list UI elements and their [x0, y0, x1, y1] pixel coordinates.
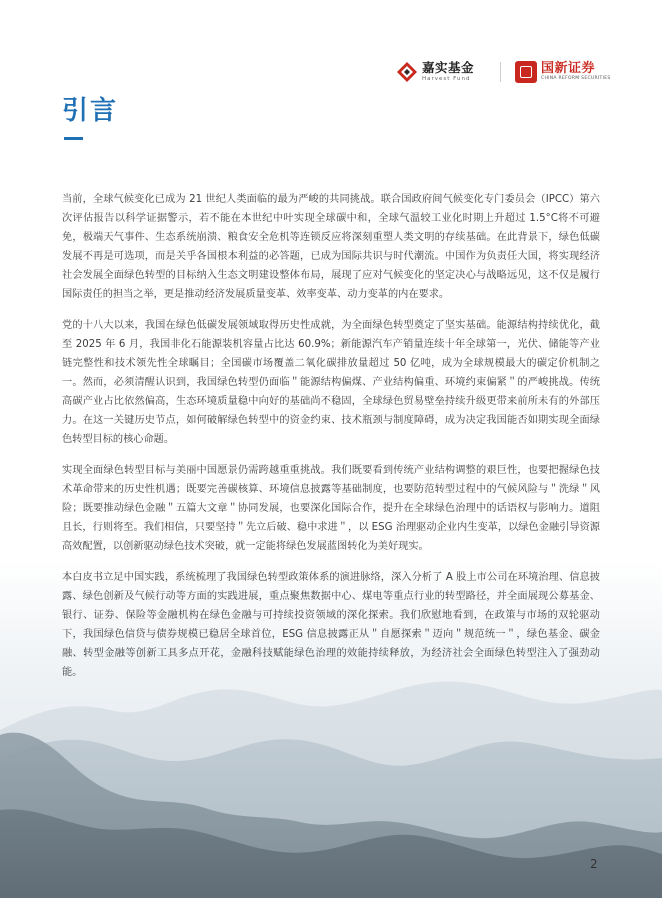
logo-divider — [500, 62, 501, 82]
harvest-fund-name-en: Harvest Fund — [422, 75, 471, 82]
paragraph-4: 本白皮书立足中国实践，系统梳理了我国绿色转型政策体系的演进脉络，深入分析了 A 股上市公司在环境治理、信息披露、绿色创新及气候行动等方面的实践进展，重点聚焦数据中心、煤电等重点行业的转型路径，并全面展现公募基金、银行、证券、保险等金融机构在绿色金融与可持续投资领域的深化探索。我们欣慰地看到，在政策与市场的双轮驱动下，我国绿色信贷与债券规模已稳居全球首位，ESG 信息披露正从＂自愿探索＂迈向＂规范统一＂，绿色基金、碳金融、转型金融等创新工具多点开花，金融科技赋能绿色治理的效能持续释放，为经济社会全面绿色转型注入了强劲动能。 — [62, 572, 600, 678]
title-underline — [64, 137, 83, 140]
harvest-fund-name: 嘉实基金 — [422, 60, 475, 75]
page-title: 引言 — [62, 96, 119, 126]
harvest-fund-logo — [396, 60, 474, 84]
china-reform-securities-logo-icon — [515, 61, 537, 83]
body-content — [62, 190, 600, 694]
paragraph-1: 当前，全球气候变化已成为 21 世纪人类面临的最为严峻的共同挑战。联合国政府间气候变化专门委员会（IPCC）第六次评估报告以科学证据警示，若不能在本世纪中叶实现全球碳中和，全球气温较工业化时期上升超过 1.5°C将不可避免，极端天气事件、生态系统崩溃、粮食安全危机等连锁反应将深刻重塑人类文明的存续基础。在此背景下，绿色低碳发展不再是可选项，而是关乎各国根本利益的必答题，已成为国际共识与时代潮流。中国作为负责任大国，将实现经济社会发展全面绿色转型的目标纳入生态文明建设整体布局，展现了应对气候变化的坚定决心与战略远见，这不仅是履行国际责任的担当之举，更是推动经济发展质量变革、效率变革、动力变革的内在要求。 — [62, 194, 600, 300]
china-reform-securities-name: 国新证券 — [541, 61, 596, 77]
china-reform-securities-logo — [515, 60, 611, 84]
china-reform-securities-name-en: CHINA REFORM SECURITIES — [541, 76, 611, 82]
page-number: 2 — [590, 857, 598, 871]
harvest-fund-logo-icon — [396, 61, 418, 83]
paragraph-2: 党的十八大以来，我国在绿色低碳发展领域取得历史性成就，为全面绿色转型奠定了坚实基础。能源结构持续优化，截至 2025 年 6 月，我国非化石能源装机容量占比达 60.9%；新能源汽车产销量连续十年全球第一，光伏、储能等产业链完整性和技术领先性全球瞩目；全国碳市场覆盖二氧化碳排放量超过 50 亿吨，成为全球规模最大的碳定价机制之一。然而，必须清醒认识到，我国绿色转型仍面临＂能源结构偏煤、产业结构偏重、环境约束偏紧＂的严峻挑战。传统高碳产业占比依然偏高，生态环境质量稳中向好的基础尚不稳固，全球绿色贸易壁垒持续升级更带来前所未有的外部压力。在这一关键历史节点，如何破解绿色转型中的资金约束、技术瓶颈与制度障碍，成为决定我国能否如期实现全面绿色转型目标的核心命题。 — [62, 320, 600, 445]
paragraph-3: 实现全面绿色转型目标与美丽中国愿景仍需跨越重重挑战。我们既要看到传统产业结构调整的艰巨性，也要把握绿色技术革命带来的历史性机遇；既要完善碳核算、环境信息披露等基础制度，也要防范转型过程中的气候风险与＂洗绿＂风险；既要推动绿色金融＂五篇大文章＂协同发展，也要深化国际合作，提升在全球绿色治理中的话语权与影响力。道阻且长，行则将至。我们相信，只要坚持＂先立后破、稳中求进＂，以 ESG 治理驱动企业内生变革，以绿色金融引导资源高效配置，以创新驱动绿色技术突破，就一定能将绿色发展蓝图转化为美好现实。 — [62, 465, 600, 552]
